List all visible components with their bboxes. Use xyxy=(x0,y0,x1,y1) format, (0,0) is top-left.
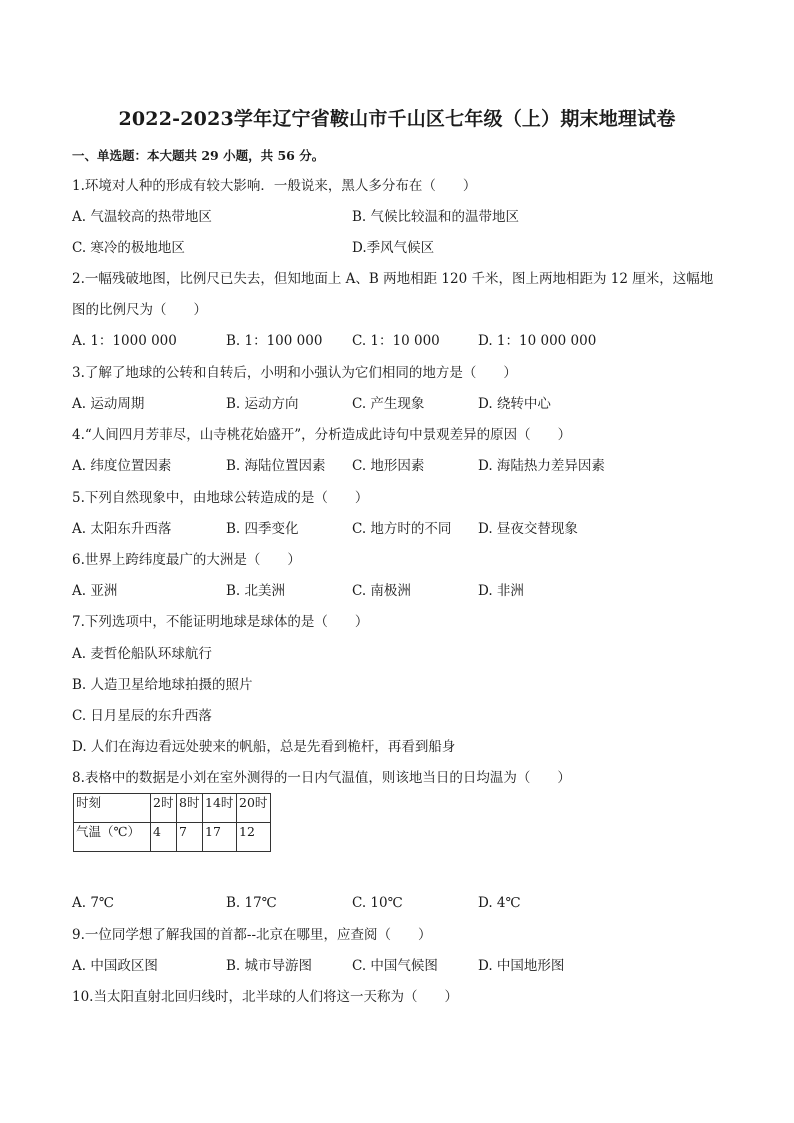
table-cell: 气温（℃） xyxy=(74,823,151,852)
question-5-option-a: A. 太阳东升西落 xyxy=(72,521,172,537)
table-cell: 20时 xyxy=(237,794,271,823)
question-10-stem: 10.当太阳直射北回归线时，北半球的人们将这一天称为（ ） xyxy=(72,989,458,1005)
table-cell: 17 xyxy=(203,823,237,852)
section-heading: 一、单选题：本大题共 29 小题，共 56 分。 xyxy=(72,148,325,163)
question-9-option-a: A. 中国政区图 xyxy=(72,958,158,974)
question-5-stem: 5.下列自然现象中，由地球公转造成的是（ ） xyxy=(72,490,369,506)
question-7-option-a: A. 麦哲伦船队环球航行 xyxy=(72,646,212,662)
table-cell: 12 xyxy=(237,823,271,852)
question-4-option-a: A. 纬度位置因素 xyxy=(72,458,172,474)
question-7-stem: 7.下列选项中，不能证明地球是球体的是（ ） xyxy=(72,614,369,630)
question-3-option-d: D. 绕转中心 xyxy=(478,396,551,412)
page-title: 2022-2023学年辽宁省鞍山市千山区七年级（上）期末地理试卷 xyxy=(118,108,676,130)
table-row-header xyxy=(74,794,271,823)
question-2-stem-line-1: 2.一幅残破地图，比例尺已失去，但知地面上 A、B 两地相距 120 千米，图上两地相距为 12 厘米，这幅地 xyxy=(72,271,714,287)
question-3-option-c: C. 产生现象 xyxy=(352,396,425,412)
question-7-option-b: B. 人造卫星给地球拍摄的照片 xyxy=(72,677,253,693)
question-9-option-d: D. 中国地形图 xyxy=(478,958,565,974)
question-8-stem: 8.表格中的数据是小刘在室外测得的一日内气温值，则该地当日的日均温为（ ） xyxy=(72,770,571,786)
question-1-stem: 1.环境对人种的形成有较大影响．一般说来，黑人多分布在（ ） xyxy=(72,178,477,194)
question-2-option-d: D. 1：10 000 000 xyxy=(478,333,597,349)
question-8-option-a: A. 7℃ xyxy=(72,895,115,911)
question-4-option-b: B. 海陆位置因素 xyxy=(226,458,326,474)
question-5-option-c: C. 地方时的不同 xyxy=(352,521,452,537)
question-6-option-b: B. 北美洲 xyxy=(226,583,286,599)
question-7-option-c: C. 日月星辰的东升西落 xyxy=(72,708,212,724)
question-2-option-c: C. 1：10 000 xyxy=(352,333,440,349)
table-cell: 14时 xyxy=(203,794,237,823)
question-4-option-d: D. 海陆热力差异因素 xyxy=(478,458,605,474)
table-cell: 8时 xyxy=(177,794,203,823)
question-8-option-c: C. 10℃ xyxy=(352,895,403,911)
question-7-option-d: D. 人们在海边看远处驶来的帆船，总是先看到桅杆，再看到船身 xyxy=(72,739,456,755)
question-6-option-a: A. 亚洲 xyxy=(72,583,118,599)
temperature-table xyxy=(73,793,271,852)
question-3-option-b: B. 运动方向 xyxy=(226,396,299,412)
question-3-option-a: A. 运动周期 xyxy=(72,396,145,412)
question-2-stem-line-2: 图的比例尺为（ ） xyxy=(72,302,207,318)
table-row xyxy=(74,823,271,852)
question-5-option-d: D. 昼夜交替现象 xyxy=(478,521,578,537)
question-8-option-d: D. 4℃ xyxy=(478,895,521,911)
question-2-option-a: A. 1：1000 000 xyxy=(72,333,177,349)
table-cell: 时刻 xyxy=(74,794,151,823)
question-6-stem: 6.世界上跨纬度最广的大洲是（ ） xyxy=(72,552,301,568)
table-cell: 2时 xyxy=(151,794,177,823)
question-4-stem: 4.“人间四月芳菲尽，山寺桃花始盛开”，分析造成此诗句中景观差异的原因（ ） xyxy=(72,427,572,443)
question-3-stem: 3.了解了地球的公转和自转后，小明和小强认为它们相同的地方是（ ） xyxy=(72,365,517,381)
question-9-option-c: C. 中国气候图 xyxy=(352,958,438,974)
question-6-option-d: D. 非洲 xyxy=(478,583,524,599)
table-cell: 4 xyxy=(151,823,177,852)
question-8-option-b: B. 17℃ xyxy=(226,895,277,911)
question-2-option-b: B. 1：100 000 xyxy=(226,333,323,349)
question-1-option-d: D.季风气候区 xyxy=(352,240,435,256)
question-1-option-b: B. 气候比较温和的温带地区 xyxy=(352,209,520,225)
table-cell: 7 xyxy=(177,823,203,852)
question-1-option-c: C. 寒冷的极地地区 xyxy=(72,240,185,256)
question-9-stem: 9.一位同学想了解我国的首都--北京在哪里，应查阅（ ） xyxy=(72,927,432,943)
question-9-option-b: B. 城市导游图 xyxy=(226,958,313,974)
question-6-option-c: C. 南极洲 xyxy=(352,583,411,599)
question-4-option-c: C. 地形因素 xyxy=(352,458,425,474)
question-5-option-b: B. 四季变化 xyxy=(226,521,299,537)
question-1-option-a: A. 气温较高的热带地区 xyxy=(72,209,212,225)
